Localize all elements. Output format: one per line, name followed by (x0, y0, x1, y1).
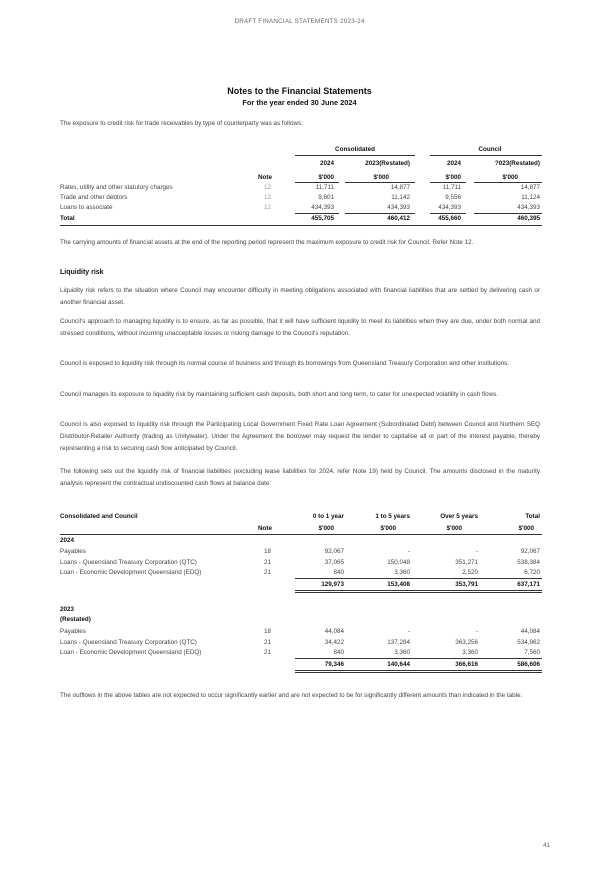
total-value: 455,660 (438, 215, 461, 222)
total-value: 79,346 (324, 661, 344, 668)
cell-value: 11,711 (442, 184, 461, 191)
col-header: 2024 (446, 160, 461, 167)
col-header: 2023(Restated) (365, 160, 410, 167)
cell-value: 434,393 (517, 204, 540, 211)
cell-value: - (407, 548, 410, 555)
note-header: Note (258, 525, 272, 532)
cell-value: 44,084 (520, 628, 540, 635)
cell-value: 534,962 (517, 639, 540, 646)
cell-value: 44,084 (324, 628, 344, 635)
cell-value: 2,520 (462, 569, 478, 576)
cell-value: - (407, 628, 410, 635)
carrying-paragraph: The carrying amounts of financial assets at the end of the reporting period represent the maximum exposure to credit risk for Council. Refer Note 12. (60, 239, 474, 246)
row-label: Payables (60, 628, 86, 635)
page-title: Notes to the Financial Statements (227, 86, 372, 96)
row-note: 12 (264, 204, 272, 211)
cell-value: 434,393 (438, 204, 461, 211)
col-header: Over 5 years (440, 513, 478, 520)
row-note: 21 (264, 559, 272, 566)
liquidity-heading: Liquidity risk (60, 269, 104, 276)
cell-value: 6,720 (524, 569, 540, 576)
col-header: ?023(Restated) (494, 160, 540, 167)
row-label: Loan - Economic Development Queensland (EDQ) (60, 569, 202, 576)
unit-label: $'000 (446, 525, 462, 532)
liquidity-paragraph: Council is also exposed to liquidity risk through the Participating Local Government Fixed Rate Loan Agreement (Subordinated Debt) between Council and Northern SEQ Distributor-Retailer Authority (trading as Unitywater). Under the Agreement the borrower may request the lender to capitalise all or part of the interest payable, thereby representing a risk to securing cash flow anticipated by Council. (60, 421, 540, 452)
cell-value: 3,360 (394, 649, 410, 656)
cell-value: 92,067 (324, 548, 344, 555)
row-note: 21 (264, 569, 272, 576)
cell-value: 11,711 (315, 184, 334, 191)
cell-value: 7,560 (524, 649, 540, 656)
total-value: 586,606 (517, 661, 540, 668)
total-value: 460,412 (387, 215, 410, 222)
year-label: 2024 (60, 537, 75, 544)
row-label: Loan - Economic Development Queensland (EDQ) (60, 649, 202, 656)
cell-value: 351,271 (455, 559, 478, 566)
total-value: 366,616 (455, 661, 478, 668)
row-note: 18 (264, 628, 272, 635)
total-value: 455,705 (311, 215, 334, 222)
total-value: 129,973 (321, 581, 344, 588)
row-note: 21 (264, 639, 272, 646)
group-header-consolidated: Consolidated (335, 146, 375, 153)
cell-value: 11,124 (521, 194, 540, 201)
running-header: DRAFT FINANCIAL STATEMENTS 2023-24 (234, 18, 365, 25)
total-label: Total (60, 215, 75, 222)
cell-value: 840 (333, 569, 344, 576)
outflow-paragraph: The outflows in the above tables are not expected to occur significantly earlier and are not expected to be for significantly different amounts than indicated in the table. (60, 692, 523, 699)
note-header: Note (258, 174, 272, 181)
cell-value: 9,601 (318, 194, 334, 201)
cell-value: 3,360 (394, 569, 410, 576)
cell-value: 3,360 (462, 649, 478, 656)
cell-value: 14,877 (390, 184, 410, 191)
liquidity-paragraph: The following sets out the liquidity risk of financial liabilities (excluding lease liabilities for 2024, refer Note 19) held by Council. The amounts disclosed in the maturity analysis represent the contractual undiscounted cash flows at balance date: (60, 468, 540, 487)
liquidity-paragraph: Council manages its exposure to liquidity risk by maintaining sufficient cash deposits, both short and long term, to cater for unexpected volatility in cash flows. (60, 391, 499, 398)
page-subtitle: For the year ended 30 June 2024 (242, 98, 357, 107)
row-label: Loans - Queensland Treasury Corporation (QTC) (60, 639, 197, 646)
row-note: 12 (264, 194, 272, 201)
cell-value: 840 (333, 649, 344, 656)
liquidity-paragraph: Council is exposed to liquidity risk through its normal course of business and through its borrowings from Queensland Treasury Corporation and other institutions. (60, 360, 510, 367)
cell-value: 538,384 (517, 559, 540, 566)
table-title: Consolidated and Council (60, 513, 138, 520)
row-note: 21 (264, 649, 272, 656)
row-note: 18 (264, 548, 272, 555)
cell-value: 363,256 (455, 639, 478, 646)
total-value: 460,395 (517, 215, 540, 222)
row-label: Rates, utility and other statutory charges (60, 184, 173, 191)
total-value: 637,171 (517, 581, 540, 588)
cell-value: 137,284 (387, 639, 410, 646)
row-label: Loans - Queensland Treasury Corporation (QTC) (60, 559, 197, 566)
liquidity-paragraph: Council's approach to managing liquidity is to ensure, as far as possible, that it will have sufficient liquidity to meet its liabilities when they are due, under both normal and stressed conditions, without incurring unacceptable losses or risking damage to the Council's reputation. (60, 318, 540, 337)
col-header: 1 to 5 years (375, 513, 410, 520)
unit-label: $'000 (373, 174, 389, 181)
liquidity-paragraph: Liquidity risk refers to the situation where Council may encounter difficulty in meeting obligations associated with financial liabilities that are settled by delivering cash or another financial asset. (60, 287, 540, 306)
cell-value: 37,065 (324, 559, 344, 566)
cell-value: 9,556 (445, 194, 461, 201)
unit-label: $'000 (318, 174, 334, 181)
year-label: 2023 (60, 606, 75, 613)
cell-value: 34,422 (324, 639, 344, 646)
col-header: 2024 (319, 160, 334, 167)
total-value: 140,644 (387, 661, 410, 668)
cell-value: 92,067 (520, 548, 540, 555)
cell-value: 14,877 (520, 184, 540, 191)
row-label: Payables (60, 548, 86, 555)
cell-value: 434,393 (387, 204, 410, 211)
unit-label: $'000 (318, 525, 334, 532)
unit-label: $'000 (380, 525, 396, 532)
group-header-council: Council (478, 146, 502, 153)
row-label: Trade and other debtors (60, 194, 128, 201)
row-label: Loans to associate (60, 204, 113, 211)
cell-value: - (475, 628, 478, 635)
total-value: 153,408 (387, 581, 410, 588)
cell-value: 150,048 (387, 559, 410, 566)
row-note: 12 (264, 184, 272, 191)
total-value: 353,791 (455, 581, 478, 588)
cell-value: 434,393 (311, 204, 334, 211)
intro-paragraph: The exposure to credit risk for trade receivables by type of counterparty was as follows: (60, 120, 303, 127)
col-header: Total (525, 513, 540, 520)
unit-label: $'000 (502, 174, 518, 181)
restated-label: (Restated) (60, 616, 91, 623)
col-header: 0 to 1 year (312, 513, 344, 520)
unit-label: $'000 (518, 525, 534, 532)
cell-value: 11,142 (391, 194, 410, 201)
unit-label: $'000 (445, 174, 461, 181)
cell-value: - (475, 548, 478, 555)
page-number: 41 (542, 842, 550, 849)
